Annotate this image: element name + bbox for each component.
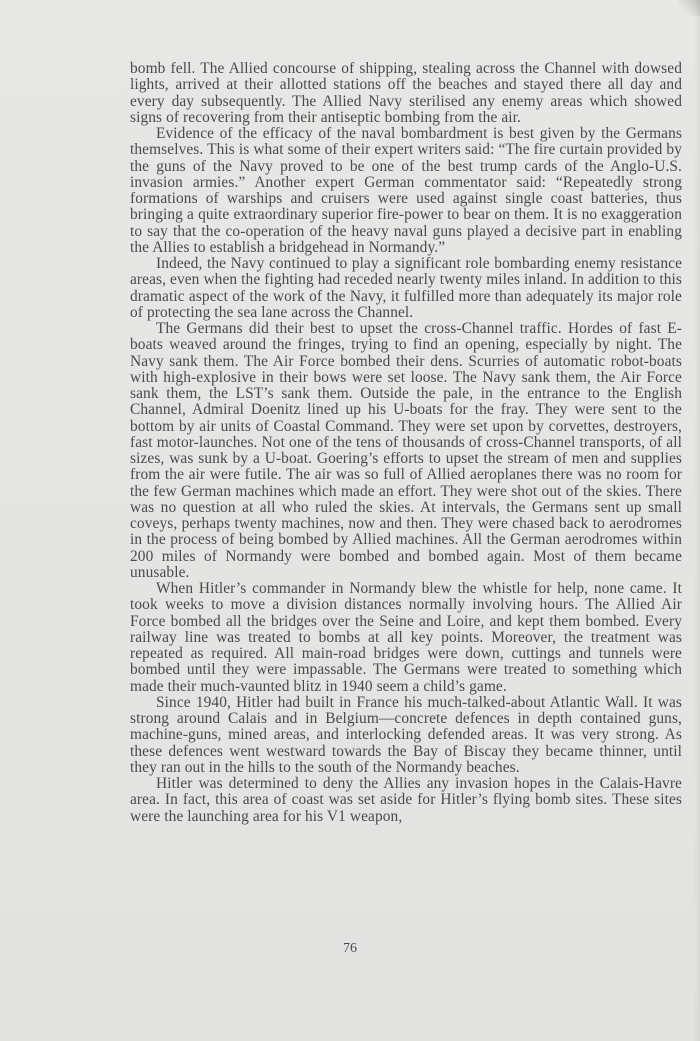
paragraph: bomb fell. The Allied concourse of shipping, stealing across the Channel with dowsed lights, arrived at their allotted stations off the beaches and stayed there all day and every day subsequently. The Allied Navy sterilised any enemy areas which showed signs of recovering from their antiseptic bombing from the air. [130, 60, 682, 126]
paragraph: Hitler was determined to deny the Allies any invasion hopes in the Calais-Havre area. In fact, this area of coast was set aside for Hitler’s flying bomb sites. These sites were the launching area for his V1 weapon, [130, 775, 682, 825]
paragraph: When Hitler’s commander in Normandy blew the whistle for help, none came. It took weeks to move a division distances normally involving hours. The Allied Air Force bombed all the bridges over the Seine and Loire, and kept them bombed. Every railway line was treated to bombs at all key points. Moreover, the treatment was repeated as required. All main-road bridges were down, cuttings and tunnels were bombed until they were impassable. The Germans were treated to something which made their much-vaunted blitz in 1940 seem a child’s game. [130, 580, 682, 695]
paragraph: Indeed, the Navy continued to play a significant role bombarding enemy resistance areas, even when the fighting had receded nearly twenty miles inland. In addition to this dramatic aspect of the work of the Navy, it fulfilled more than adequately its major role of protecting the sea lane across the Channel. [130, 255, 682, 321]
page-number: 76 [343, 941, 357, 956]
paragraph: The Germans did their best to upset the cross-Channel traffic. Hordes of fast E-boats weaved around the fringes, trying to find an opening, especially by night. The Navy sank them. The Air Force bombed their dens. Scurries of automatic robot-boats with high-explosive in their bows were set loose. The Navy sank them, the Air Force sank them, the LST’s sank them. Outside the pale, in the entrance to the English Channel, Admiral Doenitz lined up his U-boats for the fray. They were sent to the bottom by air units of Coastal Command. They were set upon by corvettes, destroyers, fast motor-launches. Not one of the tens of thousands of cross-Channel transports, of all sizes, was sunk by a U-boat. Goering’s efforts to upset the stream of men and supplies from the air were futile. The air was so full of Allied aeroplanes there was no room for the few German machines which made an effort. They were shot out of the skies. There was no question at all who ruled the skies. At intervals, the Germans sent up small coveys, perhaps twenty machines, now and then. They were chased back to aerodromes in the process of being bombed by Allied machines. All the German aerodromes within 200 miles of Normandy were bombed and bombed again. Most of them became unusable. [130, 320, 682, 581]
paragraph: Evidence of the efficacy of the naval bombardment is best given by the Germans themselves. This is what some of their expert writers said: “The fire curtain provided by the guns of the Navy proved to be one of the best trump cards of the Anglo-U.S. invasion armies.” Another expert German commentator said: “Repeatedly strong formations of warships and cruisers were used against single coast batteries, thus bringing a quite extraordinary superior fire-power to bear on them. It is no exaggeration to say that the co-operation of the heavy naval guns played a decisive part in enabling the Allies to establish a bridgehead in Normandy.” [130, 125, 682, 256]
paragraph: Since 1940, Hitler had built in France his much-talked-about Atlantic Wall. It was strong around Calais and in Belgium—concrete defences in depth contained guns, machine-guns, mined areas, and interlocking defended areas. It was very strong. As these defences went westward towards the Bay of Biscay they became thinner, until they ran out in the hills to the south of the Normandy beaches. [130, 693, 682, 776]
body-text [130, 61, 682, 825]
page-edge-shadow [694, 0, 700, 1041]
page-corner-shadow [678, 0, 700, 16]
